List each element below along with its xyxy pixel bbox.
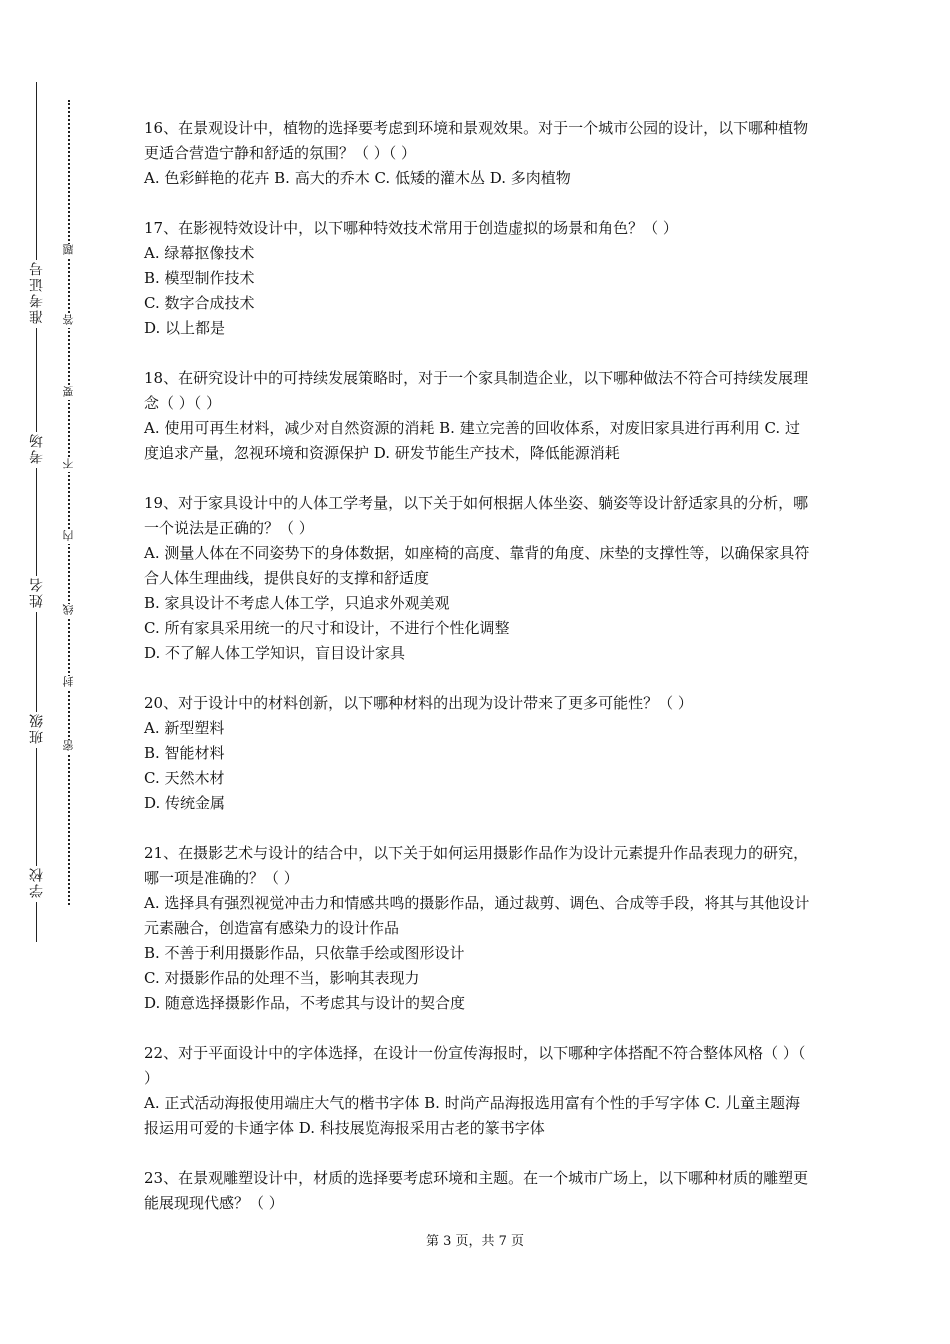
question-options: A. 色彩鲜艳的花卉 B. 高大的乔木 C. 低矮的灌木丛 D. 多肉植物 — [144, 169, 571, 187]
option-b: B. 不善于利用摄影作品，只依靠手绘或图形设计 — [144, 944, 465, 962]
option-d: D. 传统金属 — [144, 794, 226, 812]
question-stem: 18、在研究设计中的可持续发展策略时，对于一个家具制造企业，以下哪种做法不符合可持续发展理念（ ）（ ） — [144, 369, 809, 412]
option-a: A. 绿幕抠像技术 — [144, 244, 255, 262]
question-22 — [144, 1041, 812, 1141]
question-16 — [144, 116, 812, 191]
option-c: C. 数字合成技术 — [144, 294, 255, 312]
question-options: A. 使用可再生材料，减少对自然资源的消耗 B. 建立完善的回收体系，对废旧家具进行再利用 C. 过度追求产量，忽视环境和资源保护 D. 研发节能生产技术，降低能源消耗 — [144, 419, 800, 462]
binding-solid-line — [36, 82, 37, 942]
field-school: 学校 — [28, 866, 46, 902]
field-class: 班级 — [28, 712, 46, 748]
seal-char: 不 — [61, 458, 75, 472]
question-stem: 20、对于设计中的材料创新，以下哪种材料的出现为设计带来了更多可能性？（ ） — [144, 694, 693, 712]
seal-char: 要 — [61, 386, 75, 400]
option-a: A. 新型塑料 — [144, 719, 225, 737]
option-a: A. 测量人体在不同姿势下的身体数据，如座椅的高度、靠背的角度、床垫的支撑性等，以确保家具符合人体生理曲线，提供良好的支撑和舒适度 — [144, 544, 810, 587]
seal-char: 答 — [61, 314, 75, 328]
seal-dotted-line — [68, 100, 70, 905]
option-a: A. 选择具有强烈视觉冲击力和情感共鸣的摄影作品，通过裁剪、调色、合成等手段，将其与其他设计元素融合，创造富有感染力的设计作品 — [144, 894, 810, 937]
question-stem: 23、在景观雕塑设计中，材质的选择要考虑环境和主题。在一个城市广场上，以下哪种材质的雕塑更能展现现代感？（ ） — [144, 1169, 809, 1212]
field-admission-number: 准考证号 — [28, 260, 46, 328]
question-options: A. 正式活动海报使用端庄大气的楷书字体 B. 时尚产品海报选用富有个性的手写字体 C. 儿童主题海报运用可爱的卡通字体 D. 科技展览海报采用古老的篆书字体 — [144, 1094, 800, 1137]
question-20 — [144, 691, 812, 816]
question-19 — [144, 491, 812, 666]
seal-char: 线 — [61, 604, 75, 618]
question-17 — [144, 216, 812, 341]
option-b: B. 模型制作技术 — [144, 269, 255, 287]
question-18 — [144, 366, 812, 466]
seal-char: 内 — [61, 530, 75, 544]
field-exam-room: 考场 — [28, 432, 46, 468]
question-23 — [144, 1166, 812, 1216]
question-stem: 22、对于平面设计中的字体选择，在设计一份宣传海报时，以下哪种字体搭配不符合整体风格（ ）（ ） — [144, 1044, 806, 1087]
option-b: B. 智能材料 — [144, 744, 225, 762]
binding-margin — [0, 0, 90, 1344]
option-d: D. 不了解人体工学知识，盲目设计家具 — [144, 644, 406, 662]
option-c: C. 对摄影作品的处理不当，影响其表现力 — [144, 969, 420, 987]
question-stem: 21、在摄影艺术与设计的结合中，以下关于如何运用摄影作品作为设计元素提升作品表现力的研究，哪一项是准确的？（ ） — [144, 844, 809, 887]
seal-char: 题 — [61, 244, 75, 258]
question-stem: 19、对于家具设计中的人体工学考量，以下关于如何根据人体坐姿、躺姿等设计舒适家具的分析，哪一个说法是正确的？（ ） — [144, 494, 809, 537]
option-d: D. 以上都是 — [144, 319, 226, 337]
question-stem: 16、在景观设计中，植物的选择要考虑到环境和景观效果。对于一个城市公园的设计，以下哪种植物更适合营造宁静和舒适的氛围？（ ）（ ） — [144, 119, 809, 162]
seal-char: 封 — [61, 676, 75, 690]
field-name: 姓名 — [28, 576, 46, 612]
option-d: D. 随意选择摄影作品，不考虑其与设计的契合度 — [144, 994, 466, 1012]
page-number: 第 3 页，共 7 页 — [425, 1234, 525, 1249]
option-b: B. 家具设计不考虑人体工学，只追求外观美观 — [144, 594, 450, 612]
question-stem: 17、在影视特效设计中，以下哪种特效技术常用于创造虚拟的场景和角色？（ ） — [144, 219, 678, 237]
question-21 — [144, 841, 812, 1016]
option-c: C. 所有家具采用统一的尺寸和设计，不进行个性化调整 — [144, 619, 510, 637]
question-list — [144, 116, 812, 1241]
option-c: C. 天然木材 — [144, 769, 225, 787]
seal-char: 密 — [61, 740, 75, 754]
